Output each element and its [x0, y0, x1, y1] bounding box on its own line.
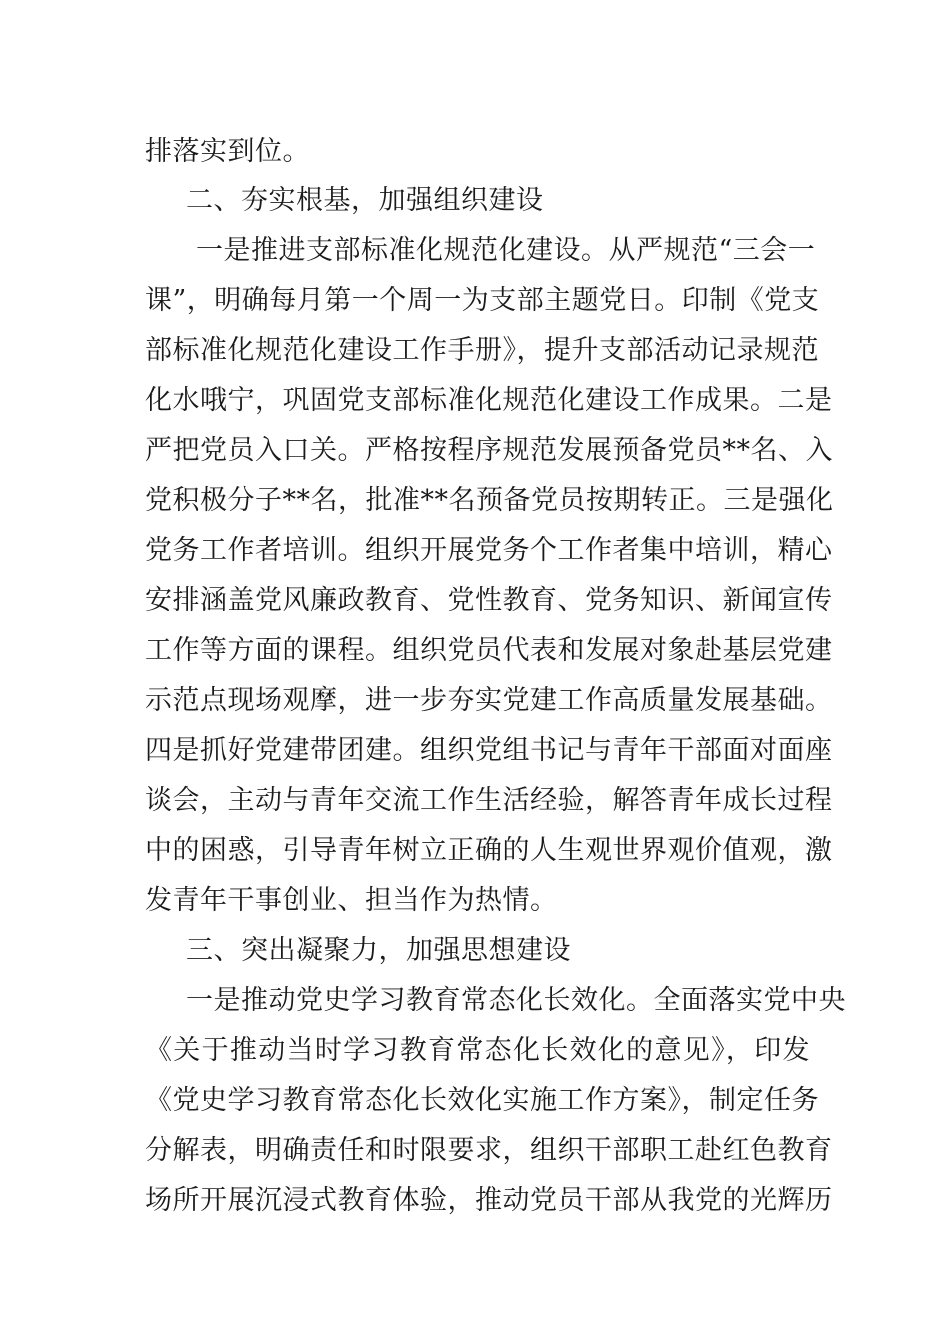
text-line: 部标准化规范化建设工作手册》，提升支部活动记录规范 — [145, 335, 819, 366]
text-line: 一是推动党史学习教育常态化长效化。全面落实党中央 — [186, 985, 846, 1016]
section-heading: 三、突出凝聚力，加强思想建设 — [186, 935, 571, 966]
text-line: 场所开展沉浸式教育体验，推动党员干部从我党的光辉历 — [145, 1185, 833, 1216]
text-line: 《党史学习教育常态化长效化实施工作方案》，制定任务 — [145, 1085, 819, 1116]
text-line: 四是抓好党建带团建。组织党组书记与青年干部面对面座 — [145, 735, 833, 766]
text-line: 工作等方面的课程。组织党员代表和发展对象赴基层党建 — [145, 635, 833, 666]
text-line: 分解表，明确责任和时限要求，组织干部职工赴红色教育 — [145, 1135, 833, 1166]
text-line: 示范点现场观摩，进一步夯实党建工作高质量发展基础。 — [145, 685, 833, 716]
text-line: 党积极分子**名，批准**名预备党员按期转正。三是强化 — [145, 485, 834, 516]
text-line: 排落实到位。 — [145, 136, 310, 167]
text-line: 谈会，主动与青年交流工作生活经验，解答青年成长过程 — [145, 785, 833, 816]
text-line: 严把党员入口关。严格按程序规范发展预备党员**名、入 — [145, 435, 833, 466]
text-line: 中的困惑，引导青年树立正确的人生观世界观价值观，激 — [145, 835, 833, 866]
section-heading: 二、夯实根基，加强组织建设 — [186, 185, 544, 216]
text-line: 课”，明确每月第一个周一为支部主题党日。印制《党支 — [145, 285, 820, 316]
text-line: 安排涵盖党风廉政教育、党性教育、党务知识、新闻宣传 — [145, 585, 833, 616]
text-line: 一是推进支部标准化规范化建设。从严规范“三会一 — [196, 235, 816, 266]
text-line: 化水哦宁，巩固党支部标准化规范化建设工作成果。二是 — [145, 385, 833, 416]
text-line: 发青年干事创业、担当作为热情。 — [145, 885, 558, 916]
text-line: 党务工作者培训。组织开展党务个工作者集中培训，精心 — [145, 535, 833, 566]
text-line: 《关于推动当时学习教育常态化长效化的意见》，印发 — [145, 1035, 810, 1066]
